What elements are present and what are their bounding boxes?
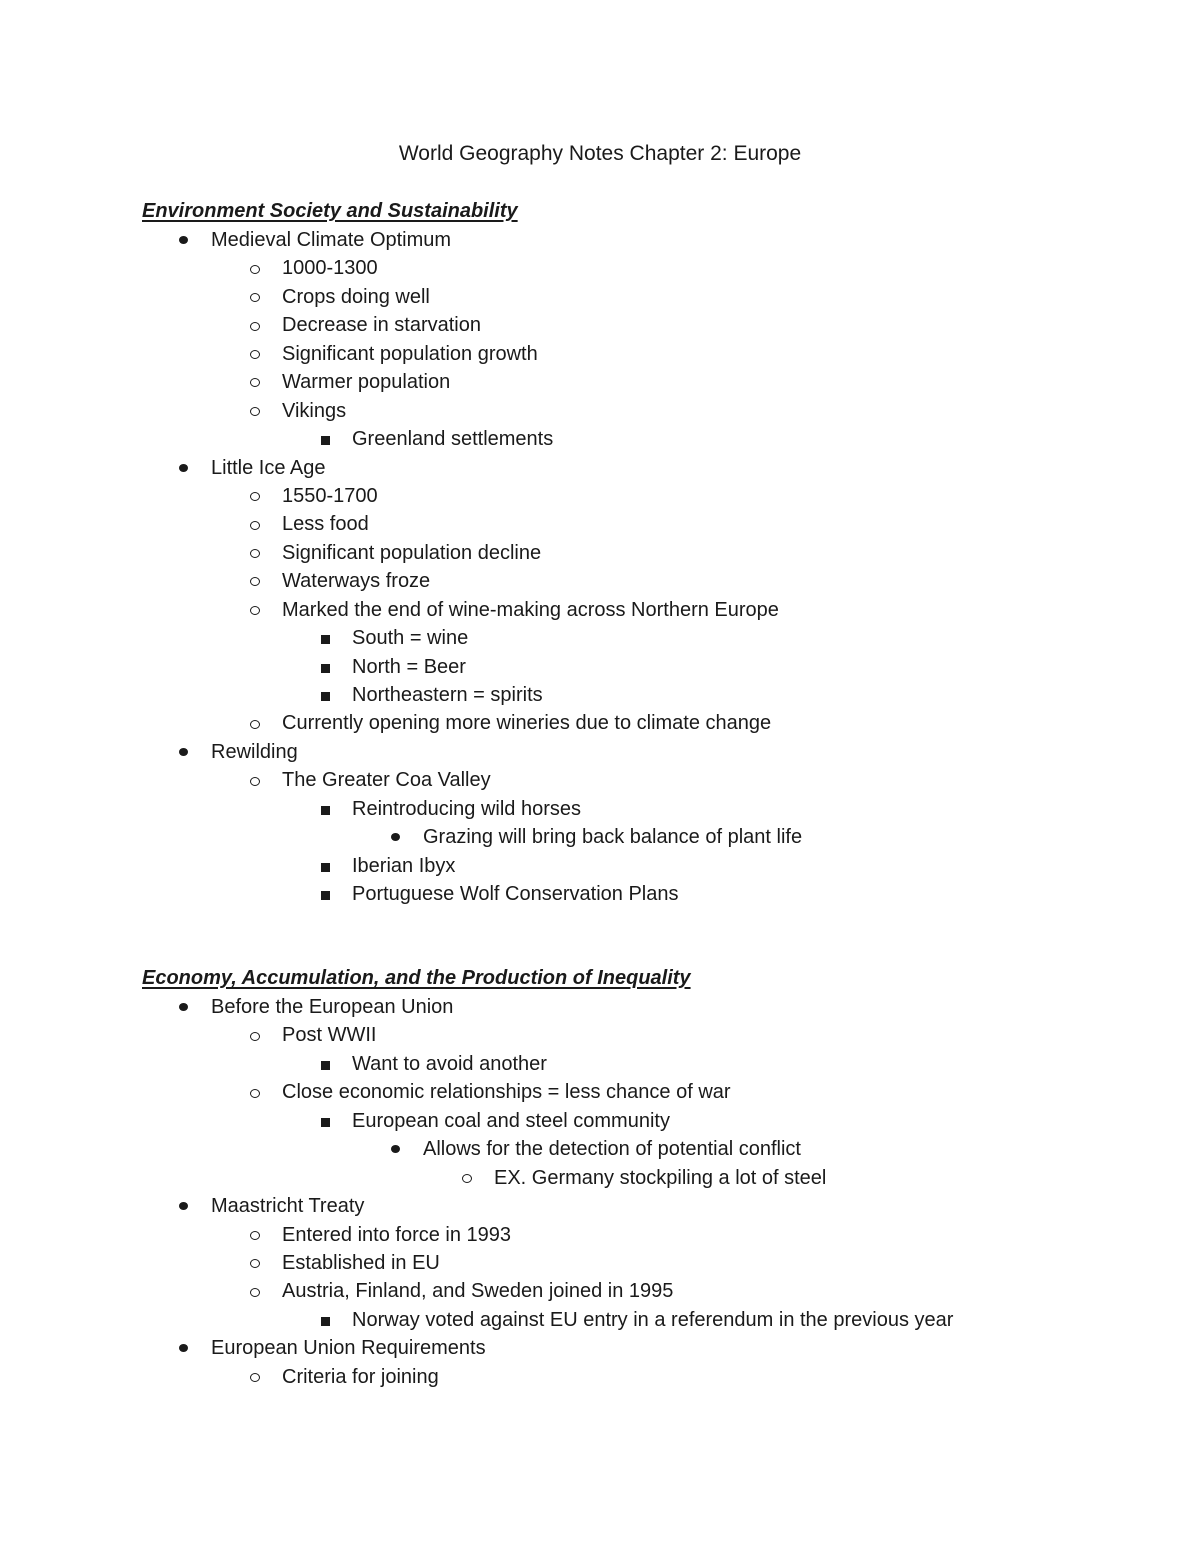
list-item: [142, 482, 1142, 510]
circle-bullet-icon: [250, 1373, 260, 1382]
list-item: [142, 1050, 1142, 1078]
list-item: [142, 1021, 1142, 1049]
square-bullet-icon: [321, 863, 330, 872]
circle-bullet-icon: [250, 293, 260, 302]
section-heading: Environment Society and Sustainability: [142, 200, 518, 222]
section-economy: [142, 963, 1142, 1391]
list-item: [142, 795, 1142, 823]
list-item-text: Northeastern = spirits: [352, 684, 543, 706]
list-item-text: Waterways froze: [282, 570, 431, 593]
list-item-text: Norway voted against EU entry in a referendum in the previous year: [352, 1308, 954, 1331]
list-item-text: Established in EU: [282, 1251, 440, 1274]
list-item: [142, 397, 1142, 425]
list-item-text: Medieval Climate Optimum: [211, 229, 452, 251]
square-bullet-icon: [321, 1317, 330, 1326]
list-item-text: Significant population growth: [282, 342, 538, 365]
list-item-text: Before the European Union: [211, 996, 454, 1018]
list-item-text: The Greater Coa Valley: [282, 769, 491, 792]
list-item-text: Austria, Finland, and Sweden joined in 1995: [282, 1280, 674, 1303]
list-item: [142, 1192, 1142, 1220]
square-bullet-icon: [321, 1061, 330, 1070]
list-item-text: Marked the end of wine-making across Northern Europe: [282, 598, 779, 621]
list-item: [142, 226, 1142, 254]
list-item: [142, 681, 1142, 709]
list-item: [142, 1164, 1142, 1192]
circle-bullet-icon: [250, 350, 260, 359]
circle-bullet-icon: [250, 1288, 260, 1297]
list-item: [142, 567, 1142, 595]
list-item-text: European Union Requirements: [211, 1337, 486, 1360]
list-item-text: Rewilding: [211, 740, 298, 763]
circle-bullet-icon: [250, 549, 260, 558]
list-item: [142, 368, 1142, 396]
circle-bullet-icon: [250, 777, 260, 786]
list-item-text: Currently opening more wineries due to climate change: [282, 712, 772, 735]
list-item: [142, 766, 1142, 794]
square-bullet-icon: [321, 891, 330, 900]
list-item-text: North = Beer: [352, 655, 466, 678]
disc-bullet-icon: [179, 236, 188, 244]
list-item: [142, 254, 1142, 282]
list-item: [142, 1334, 1142, 1362]
list-item: [142, 1249, 1142, 1277]
bullet-list: [142, 993, 1142, 1391]
list-item: [142, 852, 1142, 880]
square-bullet-icon: [321, 635, 330, 644]
list-item: [142, 1363, 1142, 1391]
list-item: [142, 653, 1142, 681]
circle-bullet-icon: [250, 322, 260, 331]
circle-bullet-icon: [250, 265, 260, 274]
list-item: [142, 1306, 1142, 1334]
circle-bullet-icon: [250, 577, 260, 586]
disc-bullet-icon: [179, 1202, 188, 1210]
list-item-text: 1000-1300: [282, 257, 378, 280]
list-item: [142, 454, 1142, 482]
square-bullet-icon: [321, 806, 330, 815]
section-heading: Economy, Accumulation, and the Production of Inequality: [142, 967, 691, 989]
list-item: [142, 1221, 1142, 1249]
list-item-text: Little Ice Age: [211, 456, 326, 479]
list-item-text: EX. Germany stockpiling a lot of steel: [494, 1166, 827, 1189]
document-title: World Geography Notes Chapter 2: Europe: [398, 142, 802, 165]
square-bullet-icon: [321, 664, 330, 673]
list-item: [142, 1107, 1142, 1135]
list-item: [142, 425, 1142, 453]
list-item-text: Decrease in starvation: [282, 314, 481, 337]
circle-bullet-icon: [250, 1259, 260, 1268]
list-item: [142, 510, 1142, 538]
list-item-text: Greenland settlements: [352, 428, 554, 451]
list-item: [142, 1135, 1142, 1163]
bullet-list: [142, 226, 1142, 909]
square-bullet-icon: [321, 436, 330, 445]
list-item-text: Iberian Ibyx: [352, 854, 456, 877]
list-item: [142, 880, 1142, 908]
list-item-text: Want to avoid another: [352, 1052, 547, 1075]
list-item-text: 1550-1700: [282, 484, 378, 507]
list-item-text: European coal and steel community: [352, 1109, 670, 1132]
square-bullet-icon: [321, 692, 330, 701]
list-item: [142, 823, 1142, 851]
disc-bullet-icon: [179, 1344, 188, 1352]
list-item-text: Warmer population: [282, 371, 451, 394]
disc-bullet-icon: [179, 748, 188, 756]
list-item-text: Reintroducing wild horses: [352, 797, 582, 820]
disc-bullet-icon: [179, 464, 188, 472]
circle-bullet-icon: [250, 606, 260, 615]
disc-bullet-icon: [179, 1003, 188, 1011]
list-item-text: Crops doing well: [282, 285, 430, 308]
list-item-text: Portuguese Wolf Conservation Plans: [352, 883, 679, 906]
list-item-text: Maastricht Treaty: [211, 1195, 365, 1218]
list-item-text: Close economic relationships = less chance of war: [282, 1081, 731, 1104]
list-item-text: Less food: [282, 513, 369, 536]
list-item-text: Grazing will bring back balance of plant life: [423, 826, 803, 849]
circle-bullet-icon: [250, 720, 260, 729]
disc-bullet-icon: [391, 833, 400, 841]
list-item-text: Entered into force in 1993: [282, 1223, 512, 1246]
list-item: [142, 539, 1142, 567]
list-item: [142, 738, 1142, 766]
circle-bullet-icon: [250, 1089, 260, 1098]
circle-bullet-icon: [250, 521, 260, 530]
disc-bullet-icon: [391, 1145, 400, 1153]
list-item-text: Vikings: [282, 399, 347, 422]
list-item: [142, 709, 1142, 737]
list-item: [142, 340, 1142, 368]
list-item: [142, 1277, 1142, 1305]
list-item: [142, 596, 1142, 624]
section-environment: [142, 196, 1142, 909]
list-item: [142, 624, 1142, 652]
list-item-text: Significant population decline: [282, 541, 542, 564]
list-item-text: Post WWII: [282, 1024, 377, 1047]
list-item-text: Criteria for joining: [282, 1365, 439, 1388]
square-bullet-icon: [321, 1118, 330, 1127]
list-item: [142, 1078, 1142, 1106]
list-item-text: South = wine: [352, 627, 469, 650]
circle-bullet-icon: [250, 1231, 260, 1240]
circle-bullet-icon: [250, 378, 260, 387]
list-item: [142, 311, 1142, 339]
list-item: [142, 993, 1142, 1021]
circle-bullet-icon: [250, 492, 260, 501]
circle-bullet-icon: [250, 1032, 260, 1041]
circle-bullet-icon: [462, 1174, 472, 1183]
list-item: [142, 283, 1142, 311]
list-item-text: Allows for the detection of potential conflict: [423, 1138, 801, 1161]
circle-bullet-icon: [250, 407, 260, 416]
